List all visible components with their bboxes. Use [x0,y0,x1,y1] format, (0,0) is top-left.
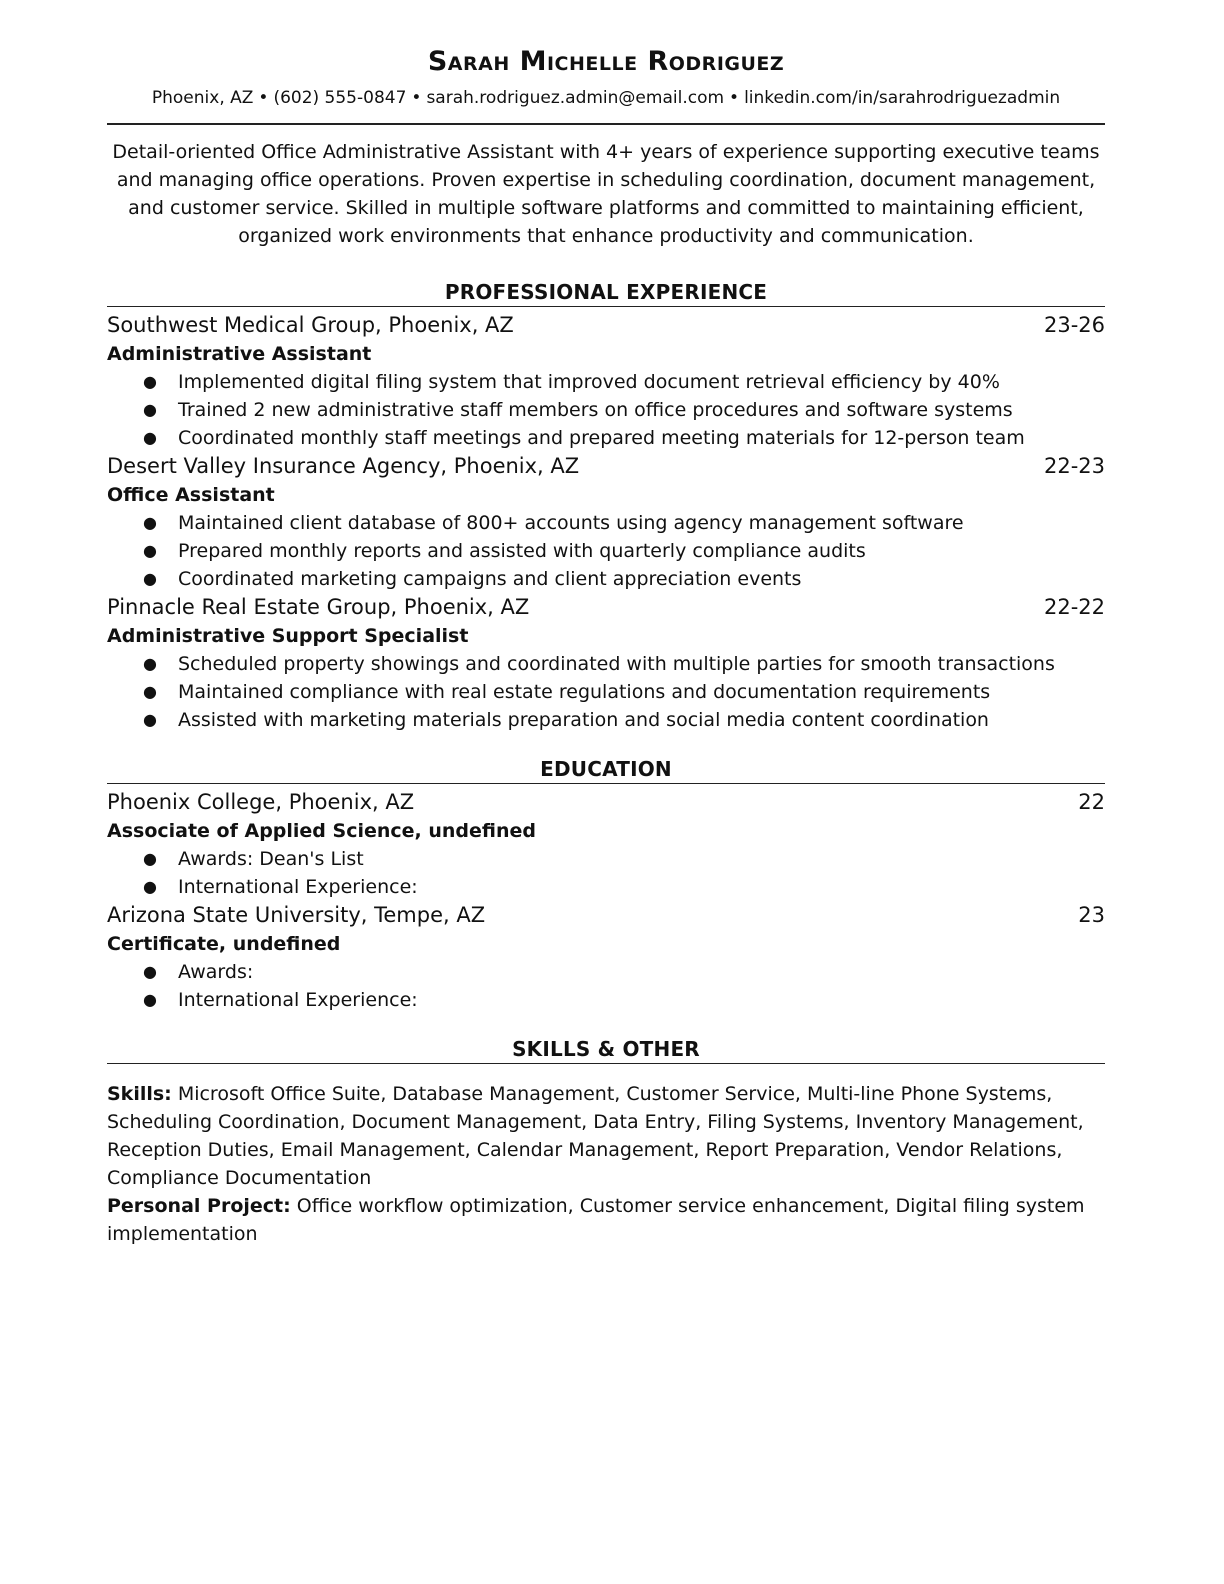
school-dates: 23 [1078,903,1105,927]
section-title-experience: PROFESSIONAL EXPERIENCE [444,280,768,304]
list-item: ● International Experience: [107,986,1105,1014]
bullet-icon: ● [143,372,157,391]
experience-section [107,279,1105,734]
contact-separator: • [411,88,422,108]
school-header [107,788,1105,817]
degree-title: Certificate, undefined [107,933,341,955]
job-title: Administrative Support Specialist [107,625,469,647]
list-item: ● Scheduled property showings and coordinated with multiple parties for smooth transactions [107,650,1105,678]
bullet-icon: ● [143,849,157,868]
education-entry [107,901,1105,1014]
contact-location: Phoenix, AZ [151,88,254,108]
job-organization: Southwest Medical Group, Phoenix, AZ [107,313,514,337]
school-organization: Phoenix College, Phoenix, AZ [107,790,415,814]
job-title: Office Assistant [107,484,275,506]
list-item: ● Prepared monthly reports and assisted with quarterly compliance audits [107,537,1105,565]
job-header [107,593,1105,622]
contact-separator: • [729,88,740,108]
job-organization: Pinnacle Real Estate Group, Phoenix, AZ [107,595,530,619]
school-dates: 22 [1078,790,1105,814]
contact-email: sarah.rodriguez.admin@email.com [426,88,725,108]
job-entry [107,311,1105,452]
job-bullets [107,368,1105,452]
section-divider [107,306,1105,307]
bullet-icon: ● [143,400,157,419]
header-divider [107,123,1105,125]
job-bullets [107,650,1105,734]
contact-linkedin: linkedin.com/in/sarahrodriguezadmin [744,88,1061,108]
bullet-icon: ● [143,569,157,588]
contact-phone: (602) 555-0847 [273,88,407,108]
job-header [107,311,1105,340]
list-item: ● International Experience: [107,873,1105,901]
bullet-icon: ● [143,654,157,673]
bullet-icon: ● [143,513,157,532]
education-entry [107,788,1105,901]
school-bullets [107,845,1105,901]
personal-project-paragraph [107,1192,1105,1248]
list-item: ● Awards: [107,958,1105,986]
section-title-education: EDUCATION [540,757,672,781]
bullet-icon: ● [143,682,157,701]
candidate-name: Sarah Michelle Rodriguez [427,46,785,77]
skills-label: Skills: [107,1083,172,1105]
skills-list: Microsoft Office Suite, Database Management, Customer Service, Multi-line Phone Systems, Scheduling Coordination, Document Management, Data Entry, Filing Systems, Inventory Management, Reception Duties, Email Management, Calendar Management, Report Preparation, Vendor Relations, Compliance Documentation [107,1083,1084,1189]
list-item: ● Coordinated marketing campaigns and client appreciation events [107,565,1105,593]
job-dates: 22-22 [1043,595,1105,619]
list-item: ● Trained 2 new administrative staff members on office procedures and software systems [107,396,1105,424]
list-item: ● Maintained compliance with real estate regulations and documentation requirements [107,678,1105,706]
job-header [107,452,1105,481]
contact-line [107,87,1105,109]
job-entry [107,593,1105,734]
section-divider [107,783,1105,784]
school-organization: Arizona State University, Tempe, AZ [107,903,486,927]
list-item: ● Implemented digital filing system that improved document retrieval efficiency by 40% [107,368,1105,396]
job-organization: Desert Valley Insurance Agency, Phoenix, AZ [107,454,580,478]
bullet-icon: ● [143,990,157,1009]
contact-separator: • [258,88,269,108]
bullet-icon: ● [143,541,157,560]
skills-section [107,1036,1105,1248]
list-item: ● Assisted with marketing materials preparation and social media content coordination [107,706,1105,734]
school-bullets [107,958,1105,1014]
job-dates: 22-23 [1043,454,1105,478]
job-dates: 23-26 [1043,313,1105,337]
bullet-icon: ● [143,962,157,981]
section-divider [107,1063,1105,1064]
bullet-icon: ● [143,428,157,447]
bullet-icon: ● [143,877,157,896]
job-entry [107,452,1105,593]
personal-project-label: Personal Project: [107,1195,291,1217]
personal-project-text: Office workflow optimization, Customer service enhancement, Digital filing system implementation [107,1195,1085,1245]
list-item: ● Maintained client database of 800+ accounts using agency management software [107,509,1105,537]
school-header [107,901,1105,930]
list-item: ● Coordinated monthly staff meetings and prepared meeting materials for 12-person team [107,424,1105,452]
skills-paragraph [107,1080,1105,1192]
job-title: Administrative Assistant [107,343,372,365]
list-item: ● Awards: Dean's List [107,845,1105,873]
degree-title: Associate of Applied Science, undefined [107,820,537,842]
section-title-skills: SKILLS & OTHER [512,1037,700,1061]
bullet-icon: ● [143,710,157,729]
professional-summary: Detail-oriented Office Administrative Assistant with 4+ years of experience supporting executive teams and managing office operations. Proven expertise in scheduling coordination, document management, and customer service. Skilled in multiple software platforms and committed to maintaining efficient, organized work environments that enhance productivity and communication. [112,141,1100,247]
job-bullets [107,509,1105,593]
resume-content [107,44,1105,1248]
education-section [107,756,1105,1014]
